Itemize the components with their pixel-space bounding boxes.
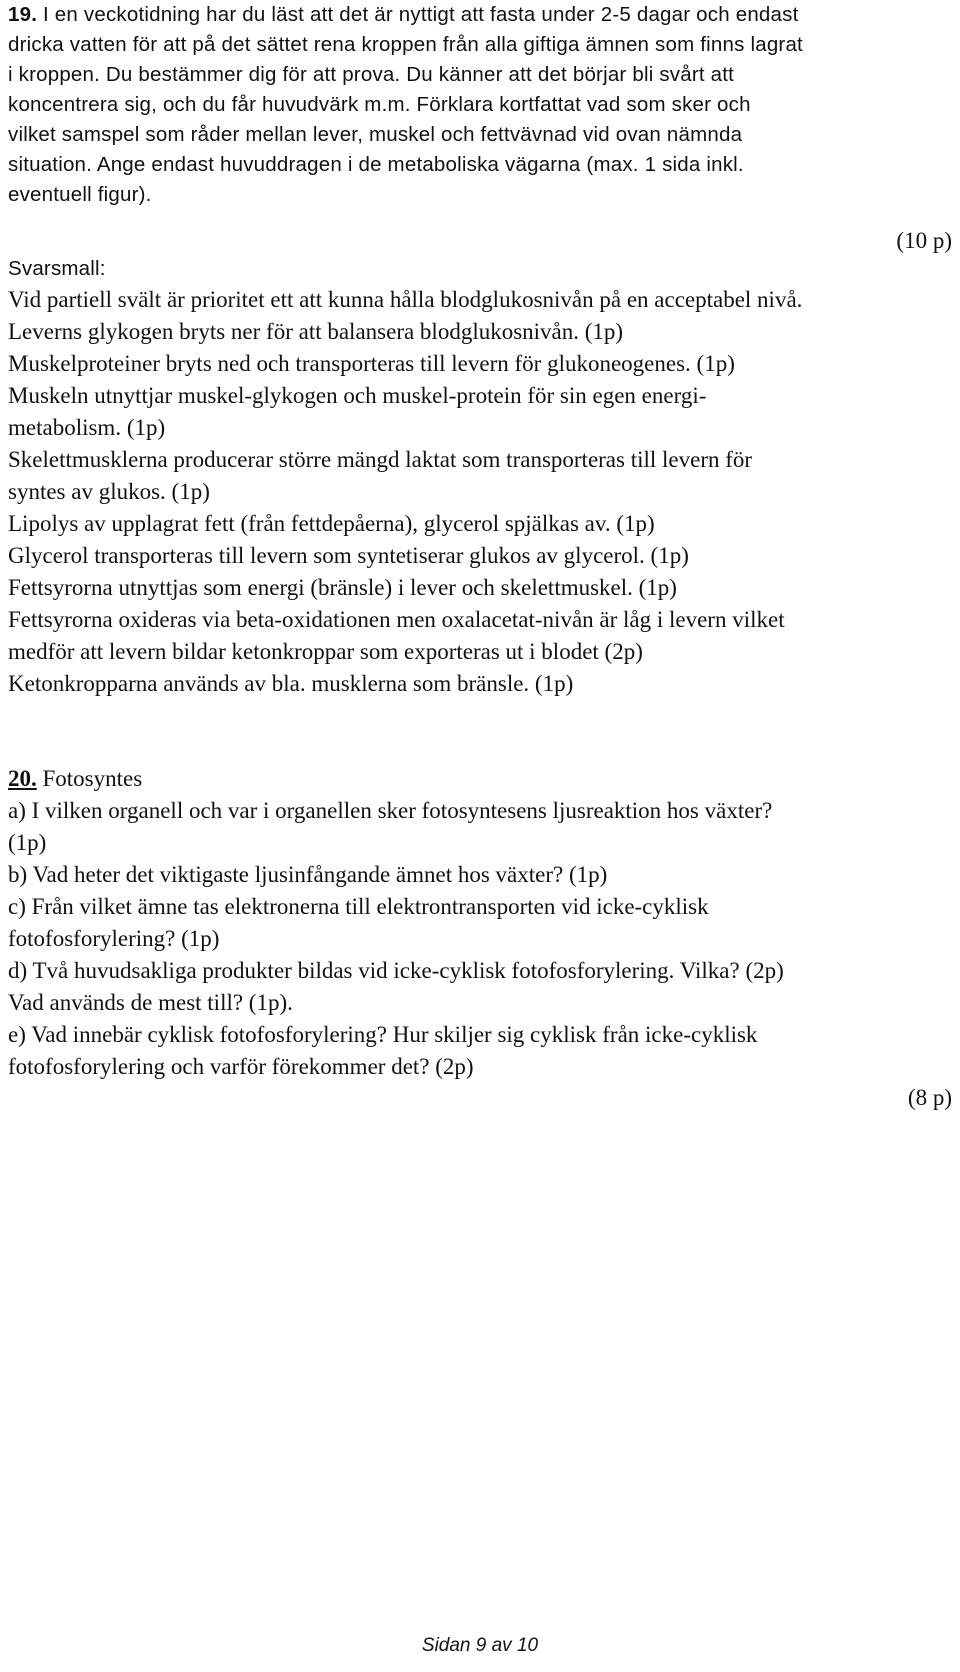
answer-template [8,254,952,700]
answer-line-3: Muskelproteiner bryts ned och transporteras till levern för glukoneogenes. (1p) [8,351,735,376]
answer-line-6: Skelettmusklerna producerar större mängd laktat som transporteras till levern för [8,447,753,472]
answer-line-8: Lipolys av upplagrat fett (från fettdepåerna), glycerol spjälkas av. (1p) [8,511,655,536]
question-20-title: Fotosyntes [36,766,143,791]
question-19-points: (10 p) [896,228,952,253]
answer-line-12: medför att levern bildar ketonkroppar som exporteras ut i blodet (2p) [8,639,643,664]
question-20-line-2: (1p) [8,830,47,855]
answer-line-2: Leverns glykogen bryts ner för att balansera blodglukosnivån. (1p) [8,319,624,344]
question-20-heading [8,763,952,795]
question-19-line-5: vilket samspel som råder mellan lever, muskel och fettvävnad vid ovan nämnda [8,123,743,146]
page-footer: Sidan 9 av 10 [421,1635,539,1656]
question-20-line-3: b) Vad heter det viktigaste ljusinfångande ämnet hos växter? (1p) [8,862,608,887]
question-20-number: 20. [8,766,37,791]
question-20-points: (8 p) [907,1085,952,1110]
question-19-text-1: I en veckotidning har du läst att det är nyttigt att fasta under 2-5 dagar och endast [37,3,799,26]
question-19-line-2: dricka vatten för att på det sättet rena kroppen från alla giftiga ämnen som finns lagrat [8,33,803,56]
answer-line-13: Ketonkropparna används av bla. musklerna som bränsle. (1p) [8,671,574,696]
question-20-line-4: c) Från vilket ämne tas elektronerna till elektrontransporten vid icke-cyklisk [8,894,709,919]
question-20-line-5: fotofosforylering? (1p) [8,926,220,951]
question-19-line-4: koncentrera sig, och du får huvudvärk m.m. Förklara kortfattat vad som sker och [8,93,751,116]
answer-template-body [8,284,952,700]
question-20-line-9: fotofosforylering och varför förekommer det? (2p) [8,1054,474,1079]
answer-template-heading: Svarsmall: [8,257,106,280]
answer-line-4: Muskeln utnyttjar muskel-glykogen och muskel-protein för sin egen energi- [8,383,707,408]
answer-line-10: Fettsyrorna utnyttjas som energi (bränsle) i lever och skelettmuskel. (1p) [8,575,677,600]
question-20-line-8: e) Vad innebär cyklisk fotofosforylering? Hur skiljer sig cyklisk från icke-cyklisk [8,1022,758,1047]
question-20-line-1: a) I vilken organell och var i organellen sker fotosyntesens ljusreaktion hos växter? [8,798,773,823]
answer-line-1: Vid partiell svält är prioritet ett att kunna hålla blodglukosnivån på en acceptabel nivå. [8,287,803,312]
question-19-number: 19. [8,3,38,26]
answer-line-7: syntes av glukos. (1p) [8,479,210,504]
question-20-line-6: d) Två huvudsakliga produkter bildas vid icke-cyklisk fotofosforylering. Vilka? (2p) [8,958,784,983]
question-19-line-3: i kroppen. Du bestämmer dig för att prova. Du känner att det börjar bli svårt att [8,63,735,86]
answer-line-9: Glycerol transporteras till levern som syntetiserar glukos av glycerol. (1p) [8,543,689,568]
question-19-line-6: situation. Ange endast huvuddragen i de metaboliska vägarna (max. 1 sida inkl. [8,153,744,176]
answer-line-11: Fettsyrorna oxideras via beta-oxidationen men oxalacetat-nivån är låg i levern vilket [8,607,785,632]
question-19 [8,0,952,210]
answer-line-5: metabolism. (1p) [8,415,166,440]
question-19-line-1 [8,0,952,30]
question-20-line-7: Vad används de mest till? (1p). [8,990,293,1015]
question-20 [8,763,952,1083]
question-19-line-7: eventuell figur). [8,183,152,206]
